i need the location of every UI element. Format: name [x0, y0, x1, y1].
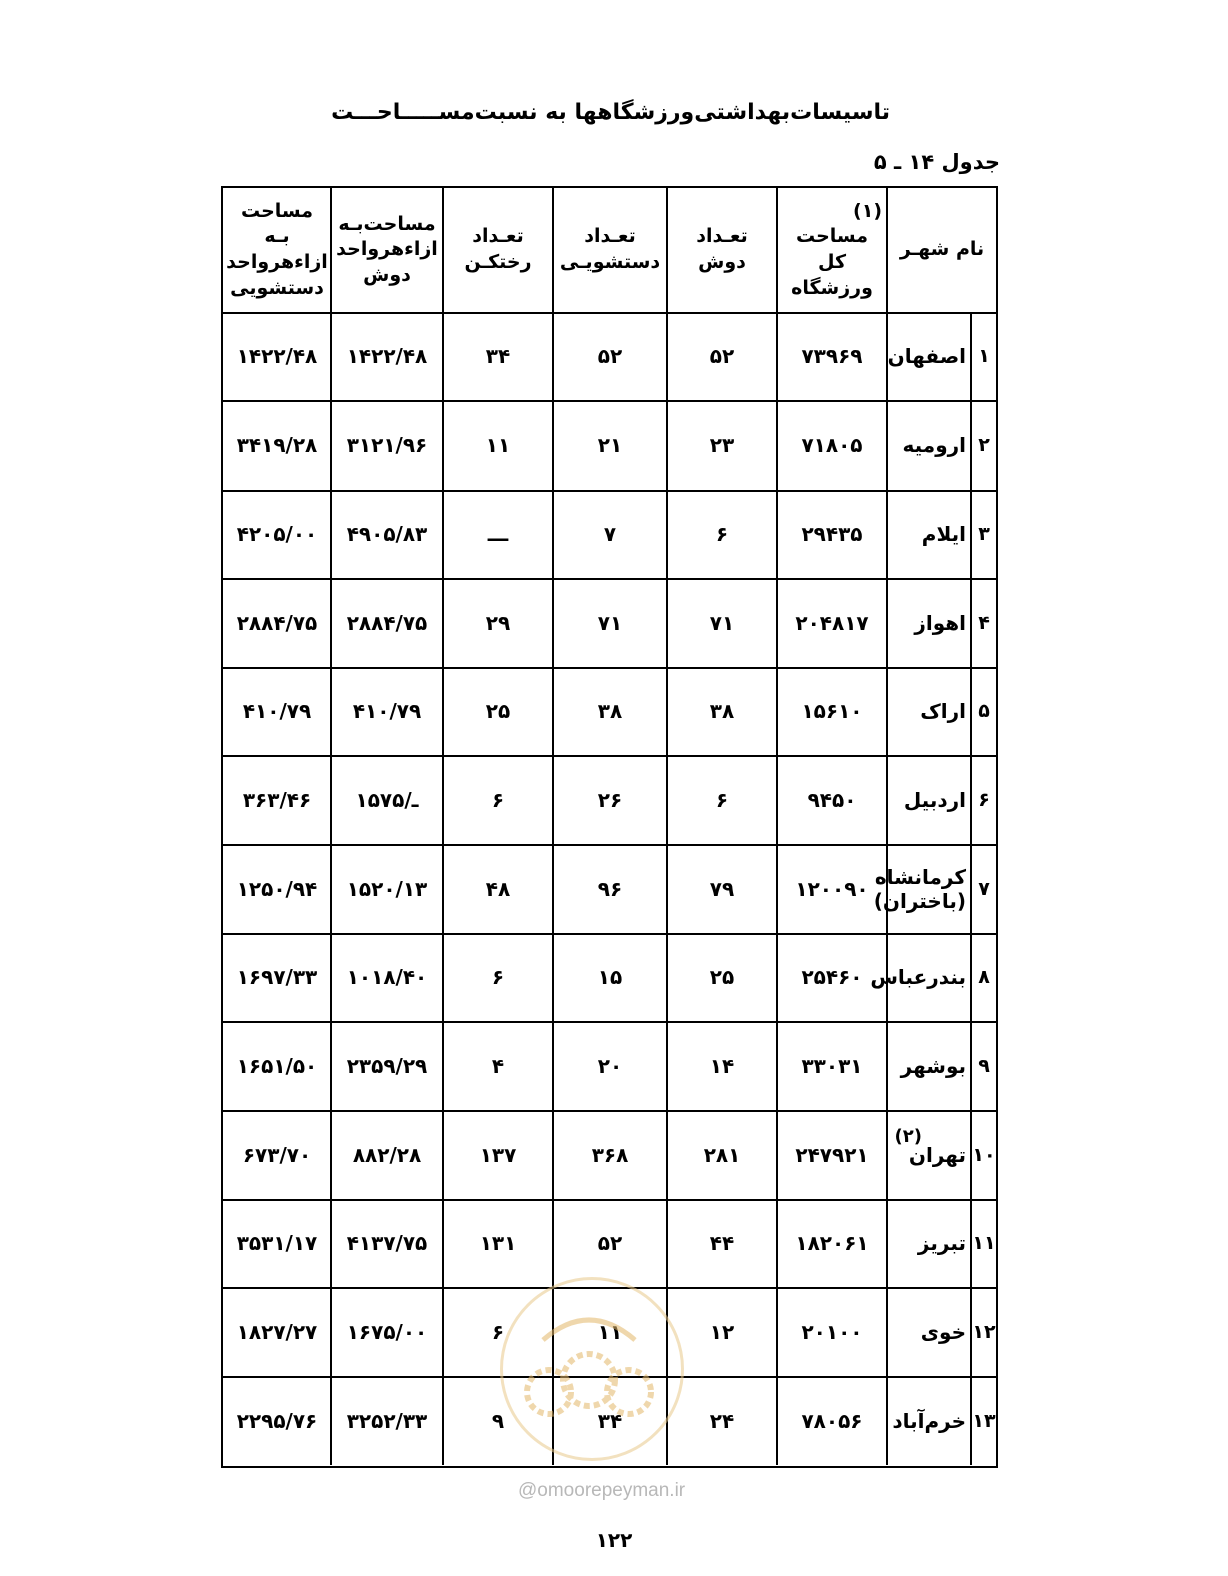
table-row: [223, 1021, 996, 1112]
changing-rooms-cell: ۶: [442, 1287, 552, 1376]
showers-cell: ۲۴: [666, 1376, 776, 1465]
table-row: [223, 844, 996, 935]
total-area-cell: ۳۳۰۳۱: [776, 1021, 886, 1110]
city-name-cell: اهواز: [886, 578, 970, 667]
changing-rooms-cell: ـــ: [442, 490, 552, 578]
area-per-shower-cell: ۴۹۰۵/۸۳: [330, 490, 442, 578]
area-per-shower-cell: ۲۸۸۴/۷۵: [330, 578, 442, 667]
row-number: ۱۳: [970, 1376, 996, 1465]
row-number: ۱: [970, 312, 996, 400]
table-row: [223, 1199, 996, 1289]
changing-rooms-cell: ۹: [442, 1376, 552, 1465]
city-name-cell: کرمانشاه (باختران): [886, 844, 970, 933]
watermark-text: @omoorepeyman.ir: [518, 1480, 686, 1501]
header-city: نام شهـر: [886, 188, 996, 312]
area-per-shower-cell: ۱۶۷۵/۰۰: [330, 1287, 442, 1376]
changing-rooms-cell: ۶: [442, 933, 552, 1021]
showers-cell: ۷۱: [666, 578, 776, 667]
row-number: ۱۱: [970, 1199, 996, 1287]
washrooms-cell: ۲۱: [552, 400, 666, 490]
washrooms-cell: ۵۲: [552, 312, 666, 400]
area-per-washroom-cell: ۲۲۹۵/۷۶: [236, 1408, 318, 1433]
showers-cell: ۶: [666, 755, 776, 844]
washrooms-cell: ۲۶: [552, 755, 666, 844]
changing-rooms-cell: ۲۹: [442, 578, 552, 667]
total-area-cell: ۲۹۴۳۵: [776, 490, 886, 578]
showers-cell: ۲۳: [666, 400, 776, 490]
header-washrooms: تعـداد دستشویـی: [552, 188, 666, 312]
showers-cell: ۱۴: [666, 1021, 776, 1110]
washrooms-cell: ۲۰: [552, 1021, 666, 1110]
changing-rooms-cell: ۱۱: [442, 400, 552, 490]
total-area-cell: ۲۴۷۹۲۱: [776, 1110, 886, 1199]
area-per-shower-cell: ۱۵۲۰/۱۳: [330, 844, 442, 933]
city-name-cell: اردبیل: [886, 755, 970, 844]
city-name-cell: تبریز: [886, 1199, 970, 1287]
showers-cell: ۷۹: [666, 844, 776, 933]
watermark-seal: [500, 1277, 684, 1461]
showers-cell: ۳۸: [666, 667, 776, 755]
washrooms-cell: ۱۵: [552, 933, 666, 1021]
header-area-per-washroom: مساحت بـه ازاء‌هرواحد دستشویی: [226, 199, 328, 299]
header-changing-rooms: تعـداد رختکـن: [442, 188, 552, 312]
table-row: [223, 933, 996, 1023]
row-number: ۴: [970, 578, 996, 667]
page-number: ۱۲۲: [595, 1528, 633, 1552]
area-per-washroom-cell: ۱۸۲۷/۲۷: [236, 1319, 318, 1344]
area-per-shower-cell: ۱۰۱۸/۴۰: [330, 933, 442, 1021]
header-total-area-label: مساحت کل ورزشگاه: [791, 225, 873, 299]
table-caption: جدول ۱۴ ـ ۵: [873, 150, 1000, 174]
city-name-cell: اصفهان: [886, 312, 970, 400]
washrooms-cell: ۱۱: [552, 1287, 666, 1376]
showers-cell: ۴۴: [666, 1199, 776, 1287]
table-row: [223, 490, 996, 580]
area-per-shower-cell: ۱۴۲۲/۴۸: [330, 312, 442, 400]
header-total-area: [776, 188, 886, 312]
washrooms-cell: ۳۶۸: [552, 1110, 666, 1199]
showers-cell: ۵۲: [666, 312, 776, 400]
changing-rooms-cell: ۱۳۱: [442, 1199, 552, 1287]
city-name-cell: بوشهر: [886, 1021, 970, 1110]
header-area-per-shower: مساحت‌بـه ازاء‌هرواحد دوش: [330, 188, 442, 312]
row-number: ۵: [970, 667, 996, 755]
city-name-cell: خوی: [886, 1287, 970, 1376]
showers-cell: ۱۲: [666, 1287, 776, 1376]
row-number: ۶: [970, 755, 996, 844]
changing-rooms-cell: ۴۸: [442, 844, 552, 933]
row-number: ۱۲: [970, 1287, 996, 1376]
table-row: [223, 667, 996, 757]
area-per-washroom-cell: ۱۲۵۰/۹۴: [236, 876, 318, 901]
showers-cell: ۶: [666, 490, 776, 578]
area-per-shower-cell: ۲۳۵۹/۲۹: [330, 1021, 442, 1110]
city-name-cell: بندرعباس: [886, 933, 970, 1021]
header-total-area-note: (۱): [853, 199, 882, 222]
table-row: [223, 755, 996, 846]
total-area-cell: ۲۵۴۶۰: [776, 933, 886, 1021]
total-area-cell: ۷۳۹۶۹: [776, 312, 886, 400]
area-per-washroom-cell: ۳۶۳/۴۶: [242, 787, 312, 812]
changing-rooms-cell: ۳۴: [442, 312, 552, 400]
total-area-cell: ۹۴۵۰: [776, 755, 886, 844]
table-row: [223, 1110, 996, 1201]
area-per-washroom-cell: ۳۵۳۱/۱۷: [236, 1231, 318, 1255]
row-number: ۸: [970, 933, 996, 1021]
area-per-washroom-cell: ۴۱۰/۷۹: [242, 699, 312, 723]
table-row: [223, 400, 996, 492]
changing-rooms-cell: ۶: [442, 755, 552, 844]
area-per-washroom-cell: ۳۴۱۹/۲۸: [236, 433, 318, 457]
area-per-washroom-cell: ۱۶۵۱/۵۰: [236, 1053, 318, 1078]
city-name-cell: ارومیه: [886, 400, 970, 490]
area-per-shower-cell: ۸۸۲/۲۸: [330, 1110, 442, 1199]
total-area-cell: ۲۰۱۰۰: [776, 1287, 886, 1376]
gear-seal-icon: [503, 1280, 675, 1452]
washrooms-cell: ۳۸: [552, 667, 666, 755]
total-area-cell: ۱۸۲۰۶۱: [776, 1199, 886, 1287]
header-showers: تعـداد دوش: [666, 188, 776, 312]
table-header: [223, 188, 996, 314]
area-per-shower-cell: ۴۱۰/۷۹: [330, 667, 442, 755]
table-row: [223, 312, 996, 402]
row-number: ۷: [970, 844, 996, 933]
total-area-cell: ۷۸۰۵۶: [776, 1376, 886, 1465]
washrooms-cell: ۹۶: [552, 844, 666, 933]
area-per-washroom-cell: ۶۷۳/۷۰: [242, 1142, 312, 1167]
changing-rooms-cell: ۱۳۷: [442, 1110, 552, 1199]
total-area-cell: ۱۵۶۱۰: [776, 667, 886, 755]
washrooms-cell: ۷: [552, 490, 666, 578]
row-number: ۲: [970, 400, 996, 490]
area-per-washroom-cell: ۲۸۸۴/۷۵: [236, 610, 318, 635]
area-per-shower-cell: ۳۲۵۲/۳۳: [330, 1376, 442, 1465]
city-name-cell: تهران: [886, 1110, 970, 1199]
area-per-washroom-cell: ۴۲۰۵/۰۰: [236, 522, 318, 546]
showers-cell: ۲۸۱: [666, 1110, 776, 1199]
area-per-shower-cell: ۱۵۷۵/ـ: [330, 755, 442, 844]
washrooms-cell: ۷۱: [552, 578, 666, 667]
washrooms-cell: ۳۴: [552, 1376, 666, 1465]
table-row: [223, 578, 996, 669]
page-title: تاسیسات‌بهداشتی‌ورزشگاهها به نسبت‌مســـــاحـــت: [331, 100, 890, 125]
area-per-washroom-cell: ۱۴۲۲/۴۸: [236, 344, 318, 368]
city-name-cell: خرم‌آباد: [886, 1376, 970, 1465]
row-number: ۳: [970, 490, 996, 578]
row-number: ۱۰: [970, 1110, 996, 1199]
changing-rooms-cell: ۴: [442, 1021, 552, 1110]
area-per-washroom-cell: ۱۶۹۷/۳۳: [236, 965, 318, 989]
total-area-cell: ۲۰۴۸۱۷: [776, 578, 886, 667]
changing-rooms-cell: ۲۵: [442, 667, 552, 755]
total-area-cell: ۱۲۰۰۹۰: [776, 844, 886, 933]
washrooms-cell: ۵۲: [552, 1199, 666, 1287]
data-table: [221, 186, 998, 1468]
area-per-shower-cell: ۳۱۲۱/۹۶: [330, 400, 442, 490]
city-name-cell: اراک: [886, 667, 970, 755]
city-footnote-mark: (۲): [894, 1126, 922, 1147]
city-name-cell: ایلام: [886, 490, 970, 578]
row-number: ۹: [970, 1021, 996, 1110]
showers-cell: ۲۵: [666, 933, 776, 1021]
area-per-shower-cell: ۴۱۳۷/۷۵: [330, 1199, 442, 1287]
total-area-cell: ۷۱۸۰۵: [776, 400, 886, 490]
